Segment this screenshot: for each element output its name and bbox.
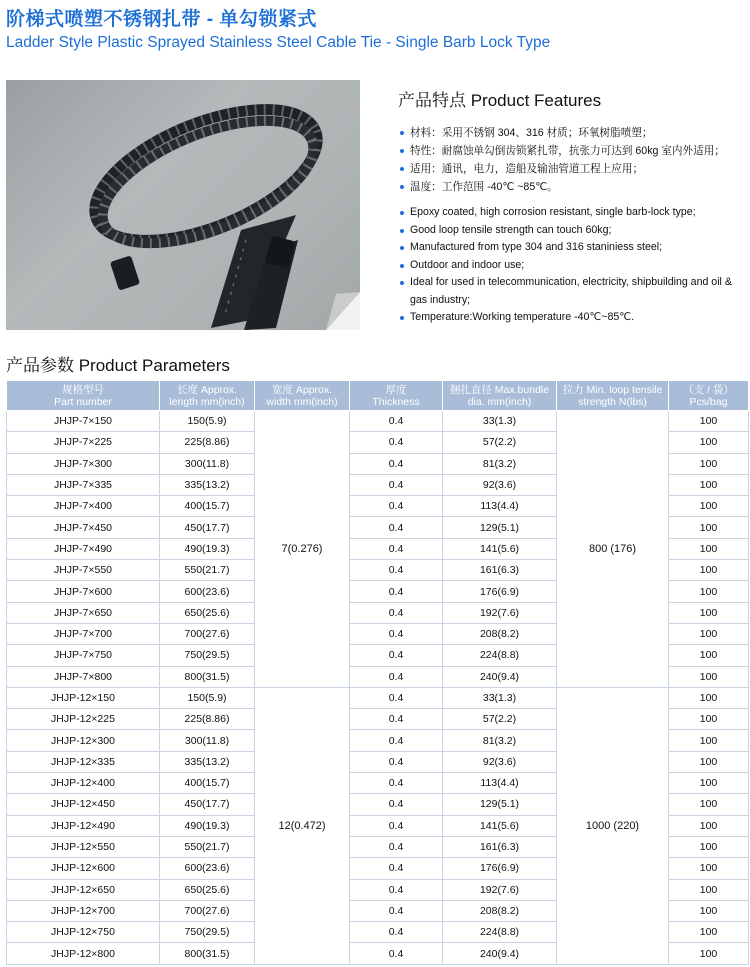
cell-tensile: 800 (176) [557, 411, 669, 688]
cell-length: 225(8.86) [160, 432, 255, 453]
cell-bundle-dia: 240(9.4) [443, 666, 557, 687]
cell-length: 335(13.2) [160, 751, 255, 772]
col-header-en: width mm(inch) [266, 395, 338, 408]
feature-item-cn: 特性：耐腐蚀单勾倒齿锁紧扎带，抗张力可达到 60kg 室内外适用； [398, 142, 748, 160]
cell-thickness: 0.4 [350, 773, 443, 794]
cell-bundle-dia: 33(1.3) [443, 687, 557, 708]
col-header-en: strength N(lbs) [578, 395, 647, 408]
col-header-length [160, 381, 255, 411]
product-features [398, 86, 748, 327]
cell-pcs-bag: 100 [669, 836, 749, 857]
col-header-width [255, 381, 350, 411]
cell-part-number: JHJP-7×335 [7, 474, 160, 495]
cell-thickness: 0.4 [350, 602, 443, 623]
product-parameters-table [6, 380, 749, 965]
cell-part-number: JHJP-7×600 [7, 581, 160, 602]
cell-length: 300(11.8) [160, 453, 255, 474]
cell-part-number: JHJP-12×490 [7, 815, 160, 836]
cell-thickness: 0.4 [350, 538, 443, 559]
cell-thickness: 0.4 [350, 879, 443, 900]
cell-pcs-bag: 100 [669, 411, 749, 432]
features-list-en [398, 204, 748, 327]
feature-item-en: Manufactured from type 304 and 316 staniniess steel; [398, 239, 748, 257]
cell-bundle-dia: 161(6.3) [443, 836, 557, 857]
cell-length: 800(31.5) [160, 943, 255, 964]
cell-bundle-dia: 176(6.9) [443, 858, 557, 879]
cell-thickness: 0.4 [350, 453, 443, 474]
col-header-cn: 规格型号 [62, 383, 104, 396]
cell-bundle-dia: 81(3.2) [443, 453, 557, 474]
cell-thickness: 0.4 [350, 943, 443, 964]
cell-width: 7(0.276) [255, 411, 350, 688]
cell-part-number: JHJP-12×450 [7, 794, 160, 815]
cell-thickness: 0.4 [350, 666, 443, 687]
cell-part-number: JHJP-7×650 [7, 602, 160, 623]
page-title-en: Ladder Style Plastic Sprayed Stainless Steel Cable Tie - Single Barb Lock Type [6, 34, 551, 51]
cell-pcs-bag: 100 [669, 432, 749, 453]
cell-bundle-dia: 208(8.2) [443, 623, 557, 644]
cell-thickness: 0.4 [350, 496, 443, 517]
cell-bundle-dia: 141(5.6) [443, 815, 557, 836]
cell-part-number: JHJP-12×300 [7, 730, 160, 751]
cell-bundle-dia: 161(6.3) [443, 560, 557, 581]
cell-length: 550(21.7) [160, 560, 255, 581]
cell-part-number: JHJP-12×750 [7, 922, 160, 943]
cell-pcs-bag: 100 [669, 645, 749, 666]
cell-pcs-bag: 100 [669, 687, 749, 708]
features-title: 产品特点 Product Features [398, 91, 602, 110]
cell-pcs-bag: 100 [669, 623, 749, 644]
cell-length: 650(25.6) [160, 879, 255, 900]
cell-pcs-bag: 100 [669, 560, 749, 581]
cell-part-number: JHJP-7×800 [7, 666, 160, 687]
col-header-bundle-dia [443, 381, 557, 411]
cell-thickness: 0.4 [350, 922, 443, 943]
cell-thickness: 0.4 [350, 411, 443, 432]
col-header-en: Thickness [372, 395, 420, 408]
cell-length: 750(29.5) [160, 922, 255, 943]
product-photo [6, 80, 360, 330]
cell-part-number: JHJP-12×400 [7, 773, 160, 794]
col-header-cn: 厚度 [385, 383, 407, 396]
col-header-en: dia. mm(inch) [467, 395, 532, 408]
col-header-cn: 长度 Approx. [176, 383, 238, 396]
cell-pcs-bag: 100 [669, 794, 749, 815]
cell-thickness: 0.4 [350, 474, 443, 495]
cell-bundle-dia: 129(5.1) [443, 517, 557, 538]
cell-part-number: JHJP-12×600 [7, 858, 160, 879]
cell-part-number: JHJP-7×300 [7, 453, 160, 474]
cell-tensile: 1000 (220) [557, 687, 669, 964]
cell-bundle-dia: 192(7.6) [443, 879, 557, 900]
col-header-thickness [350, 381, 443, 411]
cell-length: 600(23.6) [160, 581, 255, 602]
cell-length: 490(19.3) [160, 538, 255, 559]
cell-part-number: JHJP-7×450 [7, 517, 160, 538]
col-header-tensile [557, 381, 669, 411]
cell-pcs-bag: 100 [669, 709, 749, 730]
cell-bundle-dia: 141(5.6) [443, 538, 557, 559]
feature-item-cn: 温度：工作范围 -40℃ ~85℃。 [398, 178, 748, 196]
cell-length: 450(17.7) [160, 517, 255, 538]
cell-width: 12(0.472) [255, 687, 350, 964]
cell-length: 225(8.86) [160, 709, 255, 730]
cell-part-number: JHJP-7×490 [7, 538, 160, 559]
cell-thickness: 0.4 [350, 581, 443, 602]
cell-bundle-dia: 176(6.9) [443, 581, 557, 602]
cell-bundle-dia: 192(7.6) [443, 602, 557, 623]
cell-pcs-bag: 100 [669, 815, 749, 836]
cell-thickness: 0.4 [350, 560, 443, 581]
cell-pcs-bag: 100 [669, 879, 749, 900]
col-header-pcs-bag [669, 381, 749, 411]
cell-length: 600(23.6) [160, 858, 255, 879]
cell-bundle-dia: 113(4.4) [443, 496, 557, 517]
col-header-en: Pcs/bag [689, 395, 728, 408]
cell-pcs-bag: 100 [669, 858, 749, 879]
feature-item-en: Ideal for used in telecommunication, electricity, shipbuilding and oil & gas industry; [398, 274, 748, 309]
cell-length: 335(13.2) [160, 474, 255, 495]
cell-bundle-dia: 208(8.2) [443, 900, 557, 921]
cell-part-number: JHJP-7×550 [7, 560, 160, 581]
cell-length: 300(11.8) [160, 730, 255, 751]
cell-part-number: JHJP-7×400 [7, 496, 160, 517]
cell-bundle-dia: 240(9.4) [443, 943, 557, 964]
cell-pcs-bag: 100 [669, 922, 749, 943]
cell-thickness: 0.4 [350, 517, 443, 538]
feature-item-cn: 适用：通讯，电力，造船及输油管道工程上应用； [398, 160, 748, 178]
col-header-en: length mm(inch) [169, 395, 245, 408]
cell-thickness: 0.4 [350, 645, 443, 666]
cell-thickness: 0.4 [350, 730, 443, 751]
cell-pcs-bag: 100 [669, 474, 749, 495]
cell-bundle-dia: 92(3.6) [443, 474, 557, 495]
cell-pcs-bag: 100 [669, 773, 749, 794]
features-list-cn [398, 124, 748, 196]
cell-thickness: 0.4 [350, 858, 443, 879]
cell-length: 550(21.7) [160, 836, 255, 857]
col-header-cn: 宽度 Approx. [271, 383, 333, 396]
cell-part-number: JHJP-12×150 [7, 687, 160, 708]
col-header-cn: 捆扎直径 Max.bundle [449, 383, 550, 396]
cell-part-number: JHJP-12×335 [7, 751, 160, 772]
cell-bundle-dia: 81(3.2) [443, 730, 557, 751]
cell-bundle-dia: 224(8.8) [443, 922, 557, 943]
cell-length: 400(15.7) [160, 496, 255, 517]
cell-part-number: JHJP-12×700 [7, 900, 160, 921]
cell-part-number: JHJP-7×150 [7, 411, 160, 432]
cell-bundle-dia: 33(1.3) [443, 411, 557, 432]
cell-pcs-bag: 100 [669, 730, 749, 751]
cell-part-number: JHJP-7×225 [7, 432, 160, 453]
cell-thickness: 0.4 [350, 709, 443, 730]
cell-part-number: JHJP-7×700 [7, 623, 160, 644]
table-row [7, 687, 749, 708]
cell-thickness: 0.4 [350, 836, 443, 857]
cell-pcs-bag: 100 [669, 538, 749, 559]
cell-thickness: 0.4 [350, 623, 443, 644]
cell-bundle-dia: 57(2.2) [443, 709, 557, 730]
cell-thickness: 0.4 [350, 687, 443, 708]
cell-pcs-bag: 100 [669, 666, 749, 687]
cell-bundle-dia: 129(5.1) [443, 794, 557, 815]
cell-pcs-bag: 100 [669, 943, 749, 964]
cell-part-number: JHJP-12×650 [7, 879, 160, 900]
cell-part-number: JHJP-12×800 [7, 943, 160, 964]
cell-length: 650(25.6) [160, 602, 255, 623]
cell-length: 700(27.6) [160, 623, 255, 644]
cell-length: 400(15.7) [160, 773, 255, 794]
cell-part-number: JHJP-12×225 [7, 709, 160, 730]
cell-length: 750(29.5) [160, 645, 255, 666]
table-row [7, 411, 749, 432]
table-header-row [7, 381, 749, 411]
cell-bundle-dia: 92(3.6) [443, 751, 557, 772]
feature-item-en: Good loop tensile strength can touch 60kg; [398, 222, 748, 240]
cell-bundle-dia: 224(8.8) [443, 645, 557, 666]
cell-length: 490(19.3) [160, 815, 255, 836]
cell-thickness: 0.4 [350, 794, 443, 815]
params-title: 产品参数 Product Parameters [6, 356, 230, 375]
cell-part-number: JHJP-7×750 [7, 645, 160, 666]
page-title-cn: 阶梯式喷塑不锈钢扎带 - 单勾锁紧式 [6, 9, 317, 30]
cell-thickness: 0.4 [350, 432, 443, 453]
feature-item-en: Outdoor and indoor use; [398, 257, 748, 275]
cell-pcs-bag: 100 [669, 517, 749, 538]
cell-thickness: 0.4 [350, 751, 443, 772]
cell-pcs-bag: 100 [669, 751, 749, 772]
cell-thickness: 0.4 [350, 815, 443, 836]
col-header-cn: （支 / 袋） [683, 383, 734, 396]
col-header-cn: 拉力 Min. loop tensile [562, 383, 663, 396]
feature-item-en: Epoxy coated, high corrosion resistant, single barb-lock type; [398, 204, 748, 222]
cell-length: 700(27.6) [160, 900, 255, 921]
col-header-part-number [7, 381, 160, 411]
cell-pcs-bag: 100 [669, 602, 749, 623]
cell-length: 450(17.7) [160, 794, 255, 815]
cell-bundle-dia: 113(4.4) [443, 773, 557, 794]
cell-pcs-bag: 100 [669, 581, 749, 602]
cell-part-number: JHJP-12×550 [7, 836, 160, 857]
cell-length: 150(5.9) [160, 687, 255, 708]
table-body [7, 411, 749, 965]
cell-pcs-bag: 100 [669, 496, 749, 517]
feature-item-en: Temperature:Working temperature -40℃~85℃. [398, 309, 748, 327]
cell-length: 150(5.9) [160, 411, 255, 432]
cell-bundle-dia: 57(2.2) [443, 432, 557, 453]
cable-tie-illustration [6, 80, 360, 330]
cell-thickness: 0.4 [350, 900, 443, 921]
cell-pcs-bag: 100 [669, 900, 749, 921]
feature-item-cn: 材料：采用不锈钢 304、316 材质；环氧树脂喷塑； [398, 124, 748, 142]
cell-length: 800(31.5) [160, 666, 255, 687]
cell-pcs-bag: 100 [669, 453, 749, 474]
col-header-en: Part number [54, 395, 112, 408]
